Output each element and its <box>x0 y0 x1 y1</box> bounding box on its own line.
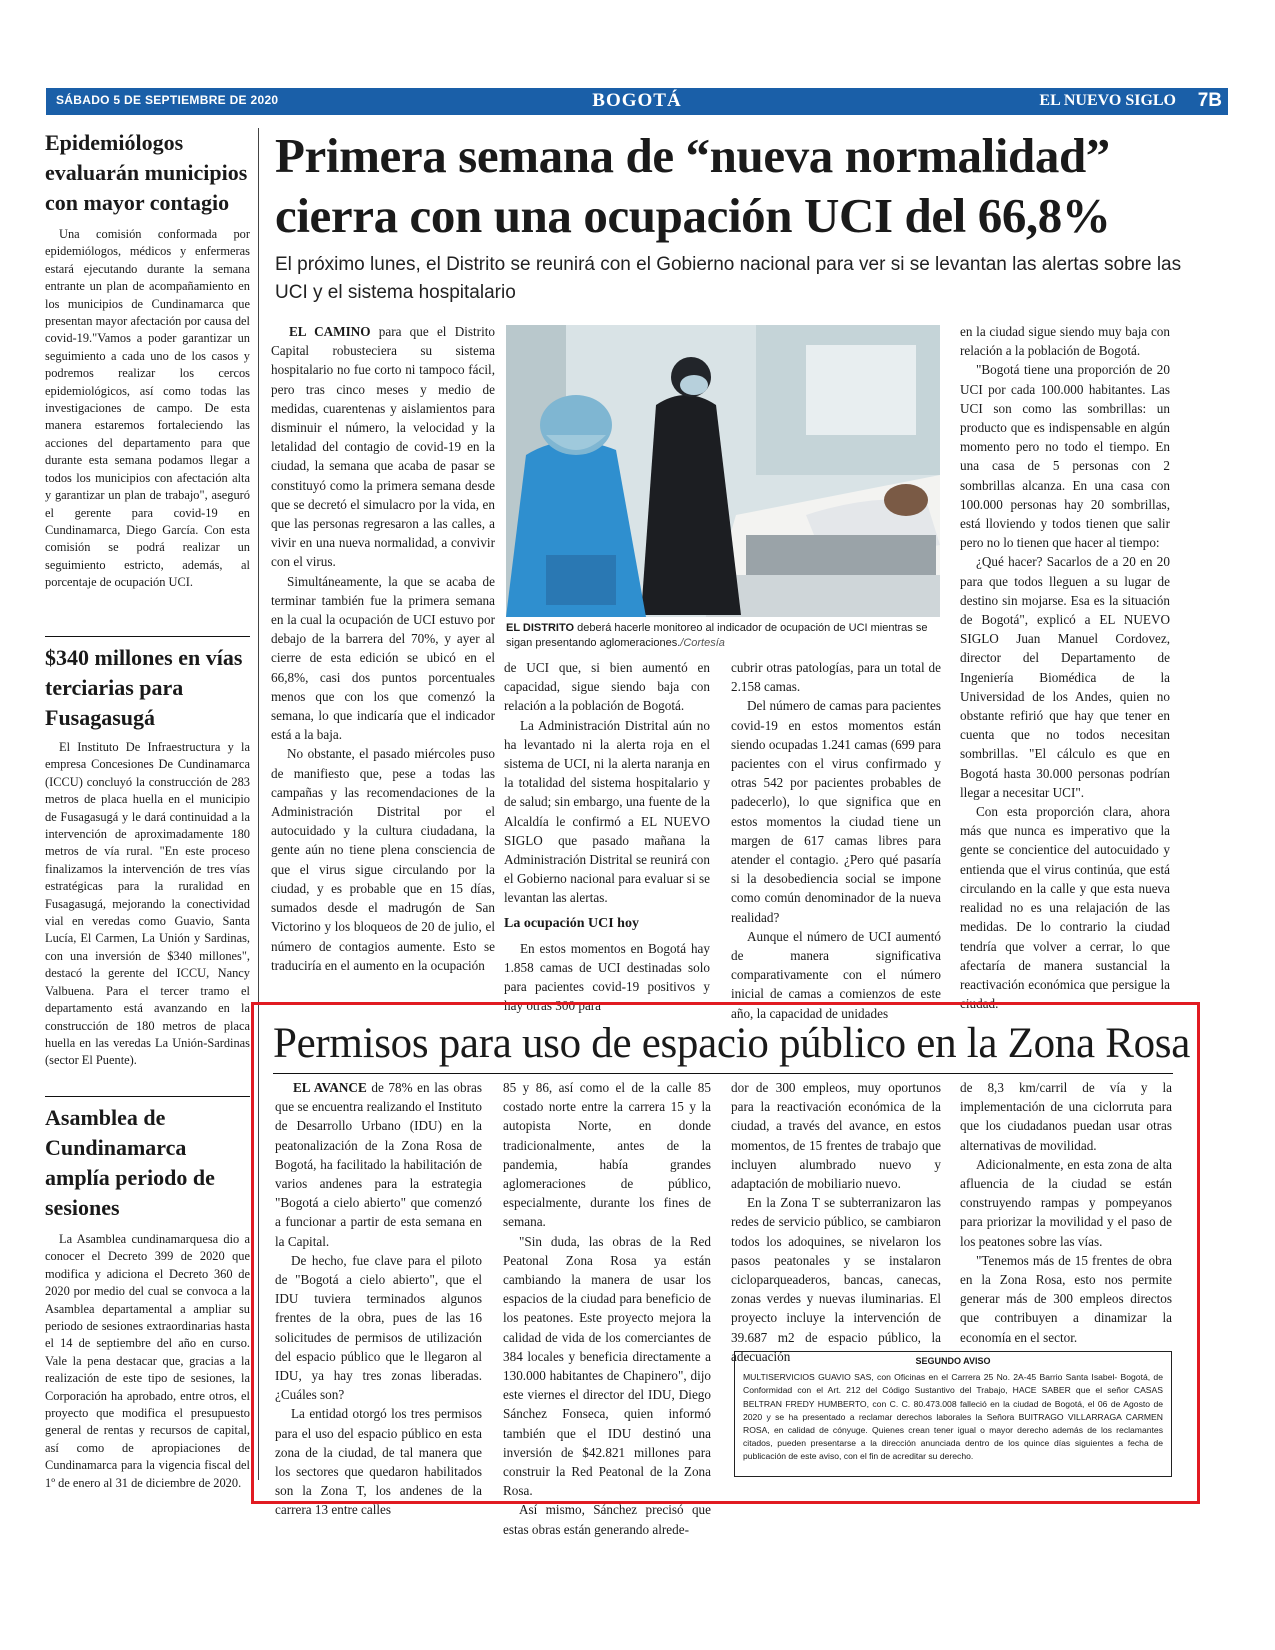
notice-text: MULTISERVICIOS GUAVIO SAS, con Oficinas en el Carrera 25 No. 2A-45 Barrio Santa Isabel- Bogotá, de Conformidad con el Art. 212 del Código Sustantivo del Trabajo, HACE SABER que el señor CASAS BELTRAN FREDY HUMBERTO, con C. C. 80.473.008 falleció en la ciudad de Bogotá, el 06 de Agosto de 2020 y se ha presentado a reclamar derechos laborales la Señora BUITRAGO VILLARRAGA CARMEN ROSA, en calidad de cónyuge. Quienes crean tener igual o mayor derecho además de los reclamantes citados, pueden presentarse a la dirección anunciada dentro de los quince días siguientes a fecha de publicación de este aviso, con el fin de acreditar su derecho. <box>743 1372 1163 1462</box>
side-headline-3: Asamblea de Cundinamarca amplía periodo de sesiones <box>45 1105 215 1220</box>
paragraph: "Bogotá tiene una proporción de 20 UCI por cada 100.000 habitantes. Las UCI son como las sombrillas: un producto que es indispensable en algún momento pero no todo el tiempo. En una casa de 5 personas con 2 sombrillas alcanza. En una casa con 100.000 personas hay 20 sombrillas, está lloviendo y todos tienen que salir pero no lo tienen que hacer al tiempo: <box>960 362 1170 551</box>
main-column-4 <box>960 322 1170 1013</box>
caption-text: deberá hacerle monitoreo al indicador de ocupación de UCI mientras se sigan presentando aglomeraciones. <box>506 622 928 649</box>
page-number: 7B <box>1197 90 1222 111</box>
paragraph: en la ciudad sigue siendo muy baja con relación a la población de Bogotá. <box>960 324 1170 359</box>
paragraph: Aunque el número de UCI aumentó de manera significativa comparativamente con el número inicial de camas a comienzos de este año, la capacidad de unidades <box>731 928 941 1021</box>
paragraph: de 8,3 km/carril de vía y la implementación de una ciclorruta para que los ciudadanos puedan usar otras alternativas de movilidad. <box>960 1080 1172 1153</box>
photo-credit: /Cortesía <box>680 637 725 649</box>
paragraph: La entidad otorgó los tres permisos para el uso del espacio público en esta zona de la ciudad, de tal manera que los sectores que quedaron habilitados son la Zona T, los andenes de la carrera 13 entre calles <box>275 1406 482 1518</box>
paragraph: "Sin duda, las obras de la Red Peatonal Zona Rosa ya están cambiando la manera de usar los espacios de la ciudad para beneficio de los peatones. Este proyecto mejora la calidad de vida de los comerciantes de 384 locales y beneficia directamente a 130.000 habitantes de Chapinero", dijo este viernes el director del IDU, Diego Sánchez Fonseca, quien informó también que el IDU destinó una inversión de $42.821 millones para construir la Red Peatonal de la Zona Rosa. <box>503 1233 711 1499</box>
side-story-1 <box>45 128 250 592</box>
main-column-2 <box>504 658 710 1015</box>
paragraph: Así mismo, Sánchez precisó que estas obras están generando alrede- <box>503 1502 711 1537</box>
paragraph: No obstante, el pasado miércoles puso de manifiesto que, pese a todas las campañas y las recomendaciones de la Administración Distrital por el autocuidado y la cultura ciudadana, la gente aún no tiene plena consciencia de que el virus sigue circulando por la ciudad, y es probable que en 15 días, sumados desde el madrugón de San Victorino y los bloqueos de 20 de julio, el número de contagios aumente. Esto se traduciría en el aumento en la ocupación <box>271 746 495 973</box>
paragraph: Adicionalmente, en esta zona de alta afluencia de la ciudad se están construyendo rampas y pompeyanos para priorizar la movilidad y el paso de los peatones sobre las vías. <box>960 1156 1172 1249</box>
zona-column-4 <box>960 1078 1172 1347</box>
paragraph: "Tenemos más de 15 frentes de obra en la Zona Rosa, esto nos permite generar más de 300 empleos directos que contribuyen a dinamizar la economía en el sector. <box>960 1252 1172 1345</box>
side-headline-1: Epidemiólogos evaluarán municipios con mayor contagio <box>45 130 248 215</box>
subheading: La ocupación UCI hoy <box>504 915 639 931</box>
legal-notice <box>734 1351 1172 1477</box>
paragraph: ¿Qué hacer? Sacarlos de a 20 en 20 para que todos lleguen a su lugar de destino sin mojarse. Esa es la situación de Bogotá", explicó a EL NUEVO SIGLO Juan Manuel Cordovez, director del Departamento de Ingeniería Biomédica de la Universidad de los Andes, quien no obstante refirió que hay que tener en cuenta que no todos necesitan sombrillas. "El cálculo es que en Bogotá hasta 30.000 personas podrían llegar a necesitar UCI". <box>960 554 1170 800</box>
divider <box>45 636 250 637</box>
paragraph: dor de 300 empleos, muy oportunos para la reactivación económica de la ciudad, a través del avance, en estos momentos, de 15 frentes de trabajo que incluyen alumbrado nuevo y adaptación de mobiliario nuevo. <box>731 1080 941 1192</box>
lead-cap: EL AVANCE <box>293 1080 367 1095</box>
paragraph: 85 y 86, así como el de la calle 85 costado norte entre la carrera 15 y la autopista Norte, en donde tradicionalmente, antes de la pandemia, había grandes aglomeraciones de público, especialmente, durante los fines de semana. <box>503 1080 711 1230</box>
divider <box>273 1073 1173 1074</box>
side-story-2 <box>45 643 250 1070</box>
zona-column-2 <box>503 1078 711 1539</box>
caption-lead: EL DISTRITO <box>506 622 575 634</box>
photo-illustration <box>506 325 940 617</box>
paragraph: De hecho, fue clave para el piloto de "Bogotá a cielo abierto", que el IDU tuviera terminados algunos frentes de la obra, pues de las 16 solicitudes de permisos de utilización del espacio público que le llegaron al IDU, ya hay tres zonas liberadas. ¿Cuáles son? <box>275 1252 482 1403</box>
paragraph: Del número de camas para pacientes covid-19 en estos momentos están siendo ocupadas 1.241 camas (699 para pacientes con el virus confirmado y otras 542 por pacientes probables de padecerlo), lo que significa que en estos momentos la ciudad tiene un margen de 617 camas libres para atender el contagio. ¿Pero qué pasaría si la desobediencia social se impone como común denominador de la nueva realidad? <box>731 698 941 925</box>
paragraph: En la Zona T se subterranizaron las redes de servicio público, se cambiaron todos los adoquines, se nivelaron los pasos peatonales y se instalaron cicloparqueaderos, bancas, canecas, zonas verdes y nuevas iluminarias. El proyecto incluye la intervención de 39.687 m2 de espacio público, la adecuación <box>731 1195 941 1364</box>
divider <box>45 1096 250 1097</box>
brand-name: EL NUEVO SIGLO <box>1039 92 1176 109</box>
header-bar <box>46 88 1228 115</box>
paragraph: Con esta proporción clara, ahora más que nunca es imperativo que la gente se concientice del autocuidado y entienda que el virus continúa, que está circulando en la calle y que esta nueva realidad no es una relajación de las medidas. De lo contrario la ciudad tendría que volver a cerrar, lo que afectaría de manera sustancial la reactivación económica que persigue la ciudad. <box>960 804 1170 1012</box>
side-body-3: La Asamblea cundinamarquesa dio a conocer el Decreto 399 de 2020 que modifica y adiciona el Decreto 360 de 2020 por medio del cual se convoca a la Asamblea departamental a ampliar su periodo de sesiones extraordinarias hasta el 14 de septiembre del año en curso. Vale la pena destacar que, gracias a la realización de este tipo de sesiones, la Corporación ha aprobado, entre otros, el proyecto que modifica el presupuesto general de rentas y recursos de capital, así como de apropiaciones de Cundinamarca para la vigencia fiscal del 1º de enero al 31 de diciembre de 2020. <box>45 1232 250 1490</box>
paragraph: La Administración Distrital aún no ha levantado ni la alerta roja en el sistema de UCI, ni la alerta naranja en la totalidad del sistema hospitalario y de salud; sin embargo, una fuente de la Alcaldía le confirmó a EL NUEVO SIGLO que pasado mañana la Administración Distrital se reunirá con el Gobierno nacional para evaluar si se levantan las alertas. <box>504 717 710 906</box>
zona-headline: Permisos para uso de espacio público en la Zona Rosa <box>273 1020 1191 1067</box>
zona-column-1 <box>275 1078 482 1520</box>
paragraph: cubrir otras patologías, para un total de 2.158 camas. <box>731 660 941 695</box>
side-body-2: El Instituto De Infraestructura y la empresa Concesiones De Cundinamarca (ICCU) concluyó la construcción de 283 metros de placa huella en el municipio de Fusagasugá y le dará continuidad a la intervención de aproximadamente 180 metros de vía rural. "En este proceso finalizamos la intervención de tres vías estratégicas para la ruralidad en Fusagasugá, mejorando la conectividad vial en veredas como Guavio, Santa Lucía, El Carmen, La Unión y Sardinas, con una inversión de $340 millones", destacó la gerente del ICCU, Nancy Valbuena. Para el tercer tramo el departamento está avanzando en la construcción de 180 metros de placa huella en las veredas La Unión-Sardinas (sector El Puente). <box>45 740 250 1068</box>
paragraph: de UCI que, si bien aumentó en capacidad, sigue siendo baja con relación a la población de Bogotá. <box>504 660 710 714</box>
paragraph: para que el Distrito Capital robusteciera su sistema hospitalario no fue corto ni tampoco fácil, pero tras cinco meses y medio de medidas, cuarentenas y aislamientos para disminuir el número, la velocidad y la letalidad del contagio de covid-19 en la ciudad, la semana que acaba de pasar se constituyó como la primera semana desde que se decretó el simulacro por la vida, en que las personas regresaron a las calles, a vivir en una nueva normalidad, a convivir con el virus. <box>271 324 495 570</box>
main-headline: Primera semana de “nueva normalidad” cierra con una ocupación UCI del 66,8% <box>275 128 1111 243</box>
hospital-icu-photo <box>506 325 940 617</box>
issue-date: SÁBADO 5 DE SEPTIEMBRE DE 2020 <box>56 93 279 107</box>
side-story-3 <box>45 1103 250 1492</box>
photo-caption <box>506 621 940 651</box>
main-column-3 <box>731 658 941 1023</box>
section-name: BOGOTÁ <box>592 90 682 111</box>
side-headline-2: $340 millones en vías terciarias para Fusagasugá <box>45 645 243 730</box>
lead-cap: EL CAMINO <box>289 324 371 339</box>
paragraph: Simultáneamente, la que se acaba de terminar también fue la primera semana en la cual la ocupación de UCI estuvo por debajo de la barrera del 70%, y ayer al cierre de esta edición se ubicó en el 66,8%, casi dos puntos porcentuales menos que con los que comenzó la semana, lo que indicaría que el indicador está a la baja. <box>271 573 495 743</box>
paragraph: de 78% en las obras que se encuentra realizando el Instituto de Desarrollo Urbano (IDU) en la peatonalización de la Zona Rosa de Bogotá, ha facilitado la habilitación de varios andenes para la estrategia "Bogotá a cielo abierto" que comenzó a funcionar a partir de esta semana en la Capital. <box>275 1080 482 1249</box>
side-body-1: Una comisión conformada por epidemiólogos, médicos y enfermeras estará ejecutando durante la semana entrante un plan de acompañamiento en los municipios de Cundinamarca que presentan mayor afectación por causa del covid-19."Vamos a poder garantizar un seguimiento a cada uno de los casos y podremos realizar los cercos epidemiológicos, así como todas las investigaciones de campo. De esta manera estaremos fortaleciendo las acciones del departamento para que durante esta semana podamos llegar a todos los municipios con afectación alta y garantizar un plan de trabajo", aseguró el gerente para covid-19 en Cundinamarca, Diego García. Con esta comisión se podrá realizar un seguimiento estricto, además, al porcentaje de ocupación UCI. <box>45 227 250 590</box>
paragraph: En estos momentos en Bogotá hay 1.858 camas de UCI destinadas solo para pacientes covid-19 positivos y hay otras 300 para <box>504 940 710 1014</box>
main-column-1 <box>271 322 495 975</box>
notice-title: SEGUNDO AVISO <box>915 1356 991 1366</box>
zona-column-3 <box>731 1078 941 1366</box>
main-deck: El próximo lunes, el Distrito se reunirá con el Gobierno nacional para ver si se levantan las alertas sobre las UCI y el sistema hospitalario <box>275 254 1182 303</box>
